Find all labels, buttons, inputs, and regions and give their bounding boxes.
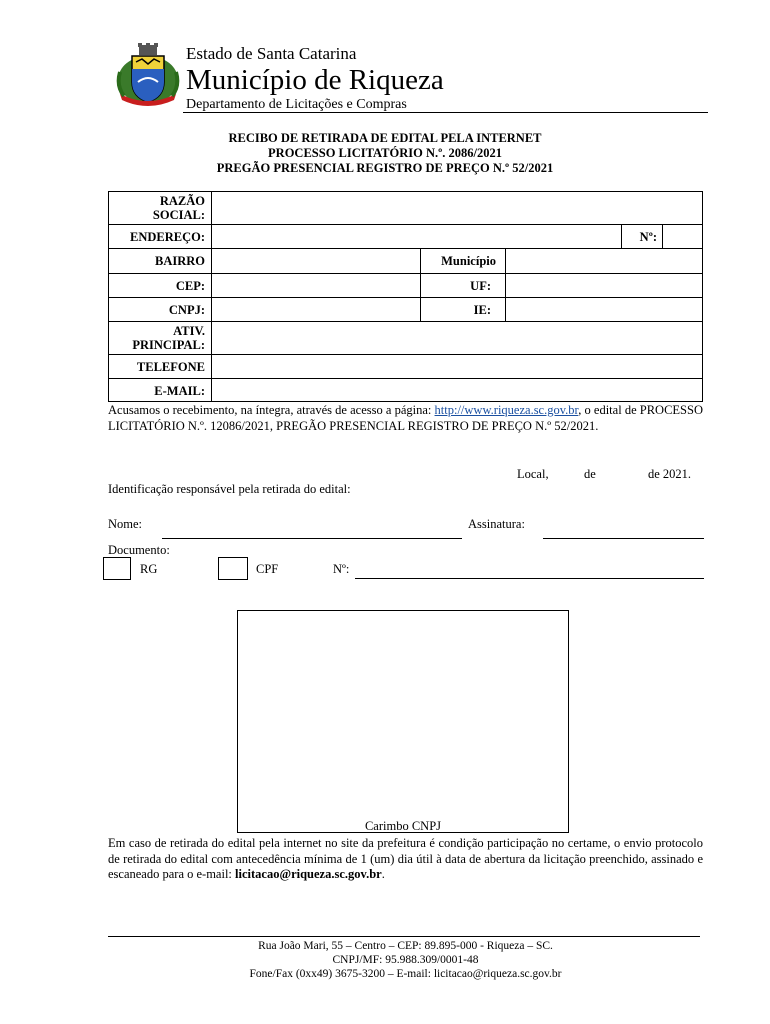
label-ativ-principal: ATIV. PRINCIPAL: xyxy=(132,324,205,352)
department-name: Departamento de Licitações e Compras xyxy=(186,97,407,112)
notice-text: Em caso de retirada do edital pela internet no site da prefeitura é condição participação no certame, o envio protocolo de retirada do edital com antecedência mínima de 1 (um) dia útil à data de abertura da licitação preenchido, assinado e escaneado para o e-mail: licitacao@riqueza.sc.gov.br. xyxy=(108,836,703,881)
header-divider xyxy=(183,112,708,113)
cpf-checkbox[interactable] xyxy=(218,557,248,580)
company-data-table xyxy=(108,191,703,402)
nome-line[interactable] xyxy=(162,538,462,539)
label-ie: IE: xyxy=(473,303,491,317)
date-local: Local, xyxy=(517,467,549,481)
footer-cnpj: CNPJ/MF: 95.988.309/0001-48 xyxy=(332,954,479,966)
municipality-name: Município de Riqueza xyxy=(186,64,444,96)
title-pregao: PREGÃO PRESENCIAL REGISTRO DE PREÇO N.º 52/2021 xyxy=(216,161,554,175)
footer xyxy=(108,939,703,981)
label-numero: Nº: xyxy=(639,230,657,244)
label-assinatura: Assinatura: xyxy=(468,517,525,531)
label-municipio: Município xyxy=(441,254,496,268)
rg-checkbox[interactable] xyxy=(103,557,131,580)
title-process: PROCESSO LICITATÓRIO N.º. 2086/2021 xyxy=(268,146,502,160)
label-cnpj: CNPJ: xyxy=(168,303,205,317)
document-titles xyxy=(0,131,770,176)
title-receipt: RECIBO DE RETIRADA DE EDITAL PELA INTERNET xyxy=(228,131,542,145)
label-email: E-MAIL: xyxy=(154,384,205,398)
documento-numero-line[interactable] xyxy=(355,578,704,579)
label-cep: CEP: xyxy=(175,279,205,293)
acknowledgement-text: Acusamos o recebimento, na íntegra, através de acesso a página: http://www.riqueza.sc.gov.br, o edital de PROCESSO LICITATÓRIO N.º. 12086/2021, PREGÃO PRESENCIAL REGISTRO DE PREÇO N.º 52/2021. xyxy=(108,403,703,433)
footer-contact: Fone/Fax (0xx49) 3675-3200 – E-mail: licitacao@riqueza.sc.gov.br xyxy=(249,968,562,980)
footer-address: Rua João Mari, 55 – Centro – CEP: 89.895-000 - Riqueza – SC. xyxy=(258,940,553,952)
label-nome: Nome: xyxy=(108,517,143,531)
stamp-box xyxy=(237,610,569,833)
label-telefone: TELEFONE xyxy=(136,360,205,374)
label-documento-numero: Nº: xyxy=(333,562,350,576)
website-link[interactable]: http://www.riqueza.sc.gov.br xyxy=(434,403,579,417)
identification-title: Identificação responsável pela retirada do edital: xyxy=(108,482,351,496)
municipal-crest-icon xyxy=(114,42,182,110)
label-bairro: BAIRRO xyxy=(154,254,205,268)
notice-email: licitacao@riqueza.sc.gov.br xyxy=(235,867,382,881)
footer-divider xyxy=(108,936,700,937)
state-name: Estado de Santa Catarina xyxy=(186,44,357,63)
date-year: de 2021. xyxy=(648,467,692,481)
label-documento: Documento: xyxy=(108,543,170,557)
label-razao-social: RAZÃO SOCIAL: xyxy=(152,194,205,222)
label-uf: UF: xyxy=(470,279,491,293)
label-endereco: ENDEREÇO: xyxy=(129,230,205,244)
label-cpf: CPF xyxy=(256,562,279,576)
date-de: de xyxy=(584,467,596,481)
label-rg: RG xyxy=(140,562,158,576)
stamp-label: Carimbo CNPJ xyxy=(364,819,442,833)
assinatura-line[interactable] xyxy=(543,538,704,539)
